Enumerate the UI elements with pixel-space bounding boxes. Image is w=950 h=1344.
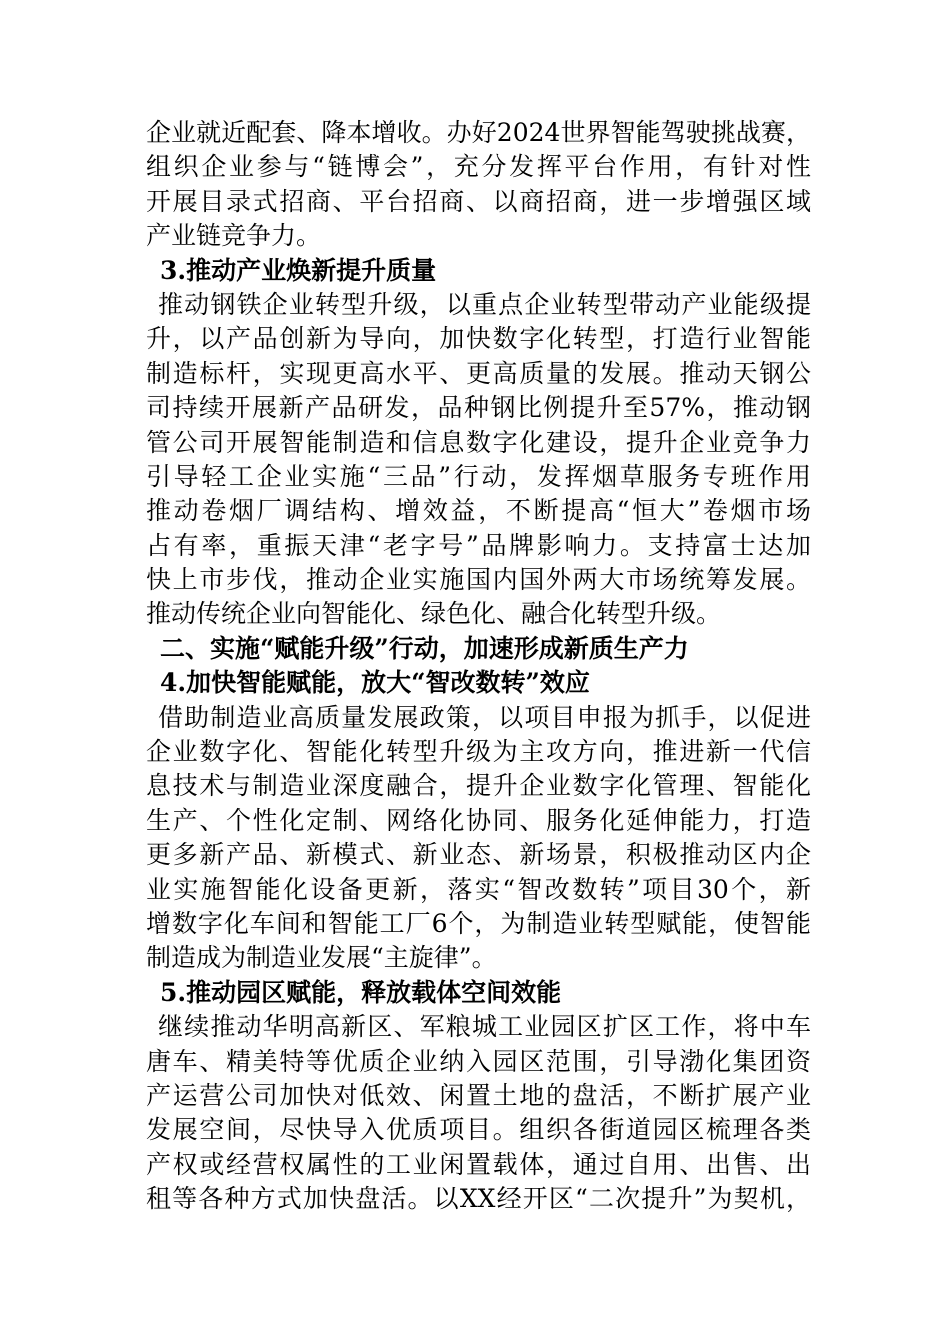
paragraph-top xyxy=(146,116,811,254)
paragraph-5 xyxy=(146,1010,811,1216)
text-line: 产权或经营权属性的工业闲置载体，通过自用、出售、出 xyxy=(146,1149,811,1179)
text-line: 产运营公司加快对低效、闲置土地的盘活，不断扩展产业 xyxy=(146,1080,811,1110)
text-line: 引导轻工企业实施“三品”行动，发挥烟草服务专班作用 xyxy=(146,461,811,491)
text-line: 管公司开展智能制造和信息数字化建设，提升企业竞争力 xyxy=(146,427,811,457)
text-line: 生产、个性化定制、网络化协同、服务化延伸能力，打造 xyxy=(146,805,811,835)
text-line: 发展空间，尽快导入优质项目。组织各街道园区梳理各类 xyxy=(146,1115,811,1145)
text-line: 企业就近配套、降本增收。办好2024世界智能驾驶挑战赛， xyxy=(146,118,811,147)
heading-4: 4.加快智能赋能，放大“智改数转”效应 xyxy=(160,668,590,698)
text-line: 继续推动华明高新区、军粮城工业园区扩区工作，将中车 xyxy=(158,1012,811,1042)
text-line: 推动传统企业向智能化、绿色化、融合化转型升级。 xyxy=(146,599,722,629)
section-heading-2: 二、实施“赋能升级”行动，加速形成新质生产力 xyxy=(160,633,689,663)
text-line: 组织企业参与“链博会”，充分发挥平台作用，有针对性 xyxy=(146,152,811,182)
heading-5: 5.推动园区赋能，释放载体空间效能 xyxy=(160,977,562,1007)
text-line: 更多新产品、新模式、新业态、新场景，积极推动区内企 xyxy=(146,840,811,870)
text-line: 业实施智能化设备更新，落实“智改数转”项目30个，新 xyxy=(146,874,812,904)
text-line: 租等各种方式加快盘活。以XX经开区“二次提升”为契机， xyxy=(146,1184,811,1214)
text-line: 制造标杆，实现更高水平、更高质量的发展。推动天钢公 xyxy=(146,358,811,388)
text-line: 增数字化车间和智能工厂6个，为制造业转型赋能，使智能 xyxy=(146,908,811,938)
paragraph-3 xyxy=(146,288,811,632)
text-line: 升，以产品创新为导向，加快数字化转型，打造行业智能 xyxy=(146,324,811,354)
text-line: 司持续开展新产品研发，品种钢比例提升至57%，推动钢 xyxy=(146,393,811,423)
text-line: 息技术与制造业深度融合，提升企业数字化管理、智能化 xyxy=(146,771,811,801)
document-page xyxy=(146,116,811,1217)
text-line: 占有率，重振天津“老字号”品牌影响力。支持富士达加 xyxy=(146,530,811,560)
text-line: 开展目录式招商、平台招商、以商招商，进一步增强区域 xyxy=(146,186,811,216)
text-line: 企业数字化、智能化转型升级为主攻方向，推进新一代信 xyxy=(146,737,811,767)
text-line: 快上市步伐，推动企业实施国内国外两大市场统筹发展。 xyxy=(146,565,811,595)
text-line: 产业链竞争力。 xyxy=(146,221,322,251)
paragraph-4 xyxy=(146,701,811,976)
text-line: 推动钢铁企业转型升级，以重点企业转型带动产业能级提 xyxy=(158,289,811,319)
text-line: 推动卷烟厂调结构、增效益，不断提高“恒大”卷烟市场 xyxy=(146,496,811,526)
heading-3: 3.推动产业焕新提升质量 xyxy=(160,255,437,285)
text-line: 唐车、精美特等优质企业纳入园区范围，引导渤化集团资 xyxy=(146,1046,811,1076)
text-line: 制造成为制造业发展“主旋律”。 xyxy=(146,943,497,973)
text-line: 借助制造业高质量发展政策，以项目申报为抓手，以促进 xyxy=(158,702,811,732)
